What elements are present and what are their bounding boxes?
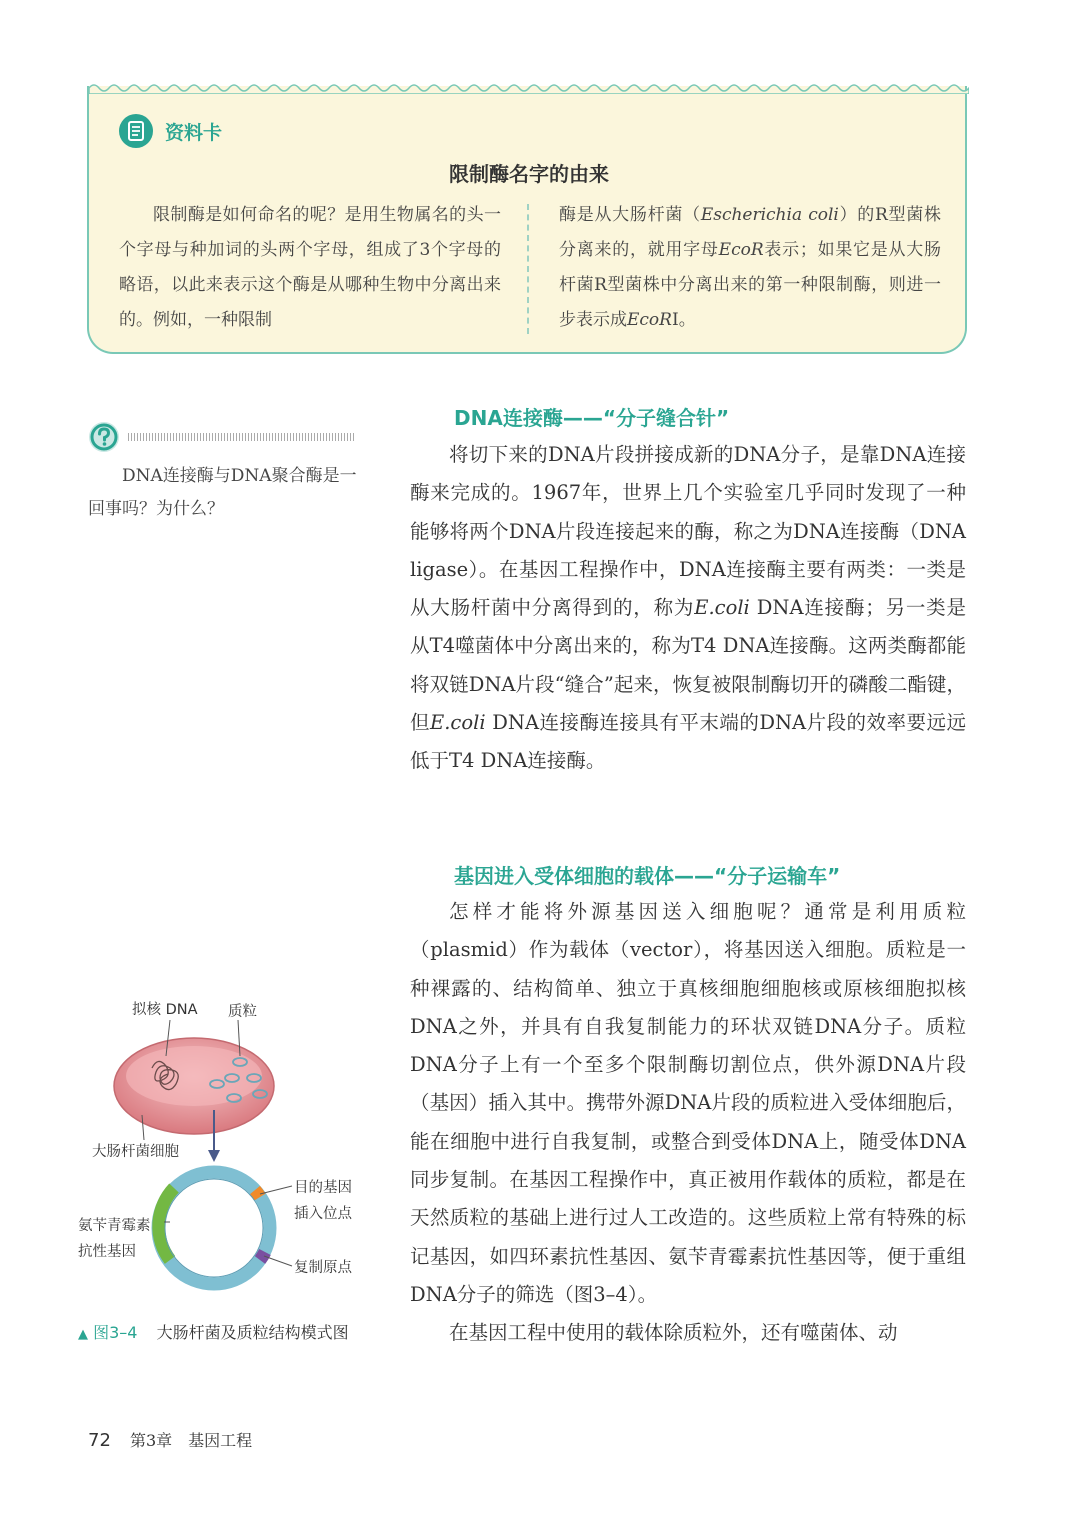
section-heading-vector: 基因进入受体细胞的载体——“分子运输车” [454, 864, 841, 888]
species-name: Escherichia coli [700, 205, 839, 225]
label-replication-origin: 复制原点 [294, 1260, 352, 1276]
figure-caption [78, 1320, 349, 1343]
label-insertion-site: 插入位点 [294, 1206, 352, 1222]
section-heading-ligase: DNA连接酶——“分子缝合针” [454, 406, 730, 430]
text-run: DNA连接酶；另一类是从T4噬菌体中分离出来的，称为T4 DNA连接酶。这两类酶都能将双链DNA片段“缝合”起来，恢复被限制酶切开的磷酸二酯键，但 [410, 596, 966, 735]
card-right-text [559, 198, 941, 338]
label-ampicillin-1: 氨苄青霉素 [78, 1218, 151, 1234]
figure-caption-text: 大肠杆菌及质粒结构模式图 [156, 1323, 349, 1342]
label-nucleoid-dna: 拟核 DNA [132, 1002, 198, 1018]
insertion-site [255, 1190, 260, 1197]
arrow-down-icon [208, 1150, 220, 1162]
label-plasmid: 质粒 [228, 1004, 257, 1020]
paragraph [410, 436, 966, 781]
figure-ecoli-plasmid [74, 990, 384, 1310]
card-column-divider [527, 204, 529, 334]
card-wavy-top-edge [89, 80, 969, 94]
label-ampicillin-2: 抗性基因 [78, 1244, 136, 1260]
chapter-title: 第3章 基因工程 [130, 1431, 253, 1450]
card-tag-label: 资料卡 [165, 122, 223, 144]
document-icon [119, 114, 153, 148]
paragraph: 怎样才能将外源基因送入细胞呢？通常是利用质粒（plasmid）作为载体（vector），将基因送入细胞。质粒是一种裸露的、结构简单、独立于真核细胞细胞核或原核细胞拟核DNA之外，并具有自我复制能力的环状双链DNA分子。质粒DNA分子上有一个至多个限制酶切割位点，供外源DNA片段（基因）插入其中。携带外源DNA片段的质粒进入受体细胞后，能在细胞中进行自我复制，或整合到受体DNA上，随受体DNA同步复制。在基因工程操作中，真正被用作载体的质粒，都是在天然质粒的基础上进行过人工改造的。这些质粒上常有特殊的标记基因，如四环素抗性基因、氨苄青霉素抗性基因等，便于重组DNA分子的筛选（图3–4）。 [410, 900, 966, 1306]
card-column-left [119, 198, 501, 338]
card-right-part: 酶是从大肠杆菌（ [559, 205, 701, 225]
page-footer [88, 1428, 252, 1451]
page-number: 72 [88, 1430, 111, 1451]
info-card [87, 86, 967, 354]
card-left-text: 限制酶是如何命名的呢？是用生物属名的头一个字母与种加词的头两个字母，组成了3个字母的略语，以此来表示这个酶是从哪种生物中分离出来的。例如，一种限制 [119, 205, 501, 330]
triangle-icon: ▲ [78, 1327, 88, 1342]
text-run: DNA连接酶连接具有平末端的DNA片段的效率要远远低于T4 DNA连接酶。 [410, 711, 966, 773]
card-right-part: 表示；如果它是从大肠杆菌R型菌株中分离出来的第一种限制酶，则进一步表示成 [559, 240, 942, 330]
sidebar-question: DNA连接酶与DNA聚合酶是一回事吗？为什么？ [88, 466, 357, 519]
ampicillin-resistance-gene [159, 1188, 174, 1260]
organism-name: E.coli [429, 711, 486, 735]
enzyme-code: EcoR [718, 240, 764, 260]
label-ecoli-cell: 大肠杆菌细胞 [92, 1144, 179, 1160]
organism-name: E.coli [694, 596, 750, 620]
label-target-gene: 目的基因 [294, 1180, 352, 1196]
figure-number: 图3–4 [93, 1323, 138, 1342]
section-body-ligase [410, 436, 966, 781]
paragraph: 在基因工程中使用的载体除质粒外，还有噬菌体、动 [449, 1321, 898, 1345]
question-icon [87, 420, 121, 454]
text-run: 将切下来的DNA片段拼接成新的DNA分子，是靠DNA连接酶来完成的。1967年，世界上几个实验室几乎同时发现了一种能够将两个DNA片段连接起来的酶，称之为DNA连接酶（DNA ligase）。在基因工程操作中，DNA连接酶主要有两类：一类是从大肠杆菌中分离得到的，称为 [410, 443, 966, 620]
enzyme-roman-numeral: Ⅰ [671, 310, 679, 330]
section-body-vector [410, 893, 966, 1353]
card-column-right [559, 198, 941, 338]
card-right-part: ）的R型菌株分离来的，就用字母 [559, 205, 941, 260]
card-title: 限制酶名字的由来 [449, 162, 609, 186]
sidebar-rule [128, 433, 354, 441]
card-right-part: 。 [678, 310, 696, 330]
enzyme-code: EcoR [627, 310, 672, 330]
